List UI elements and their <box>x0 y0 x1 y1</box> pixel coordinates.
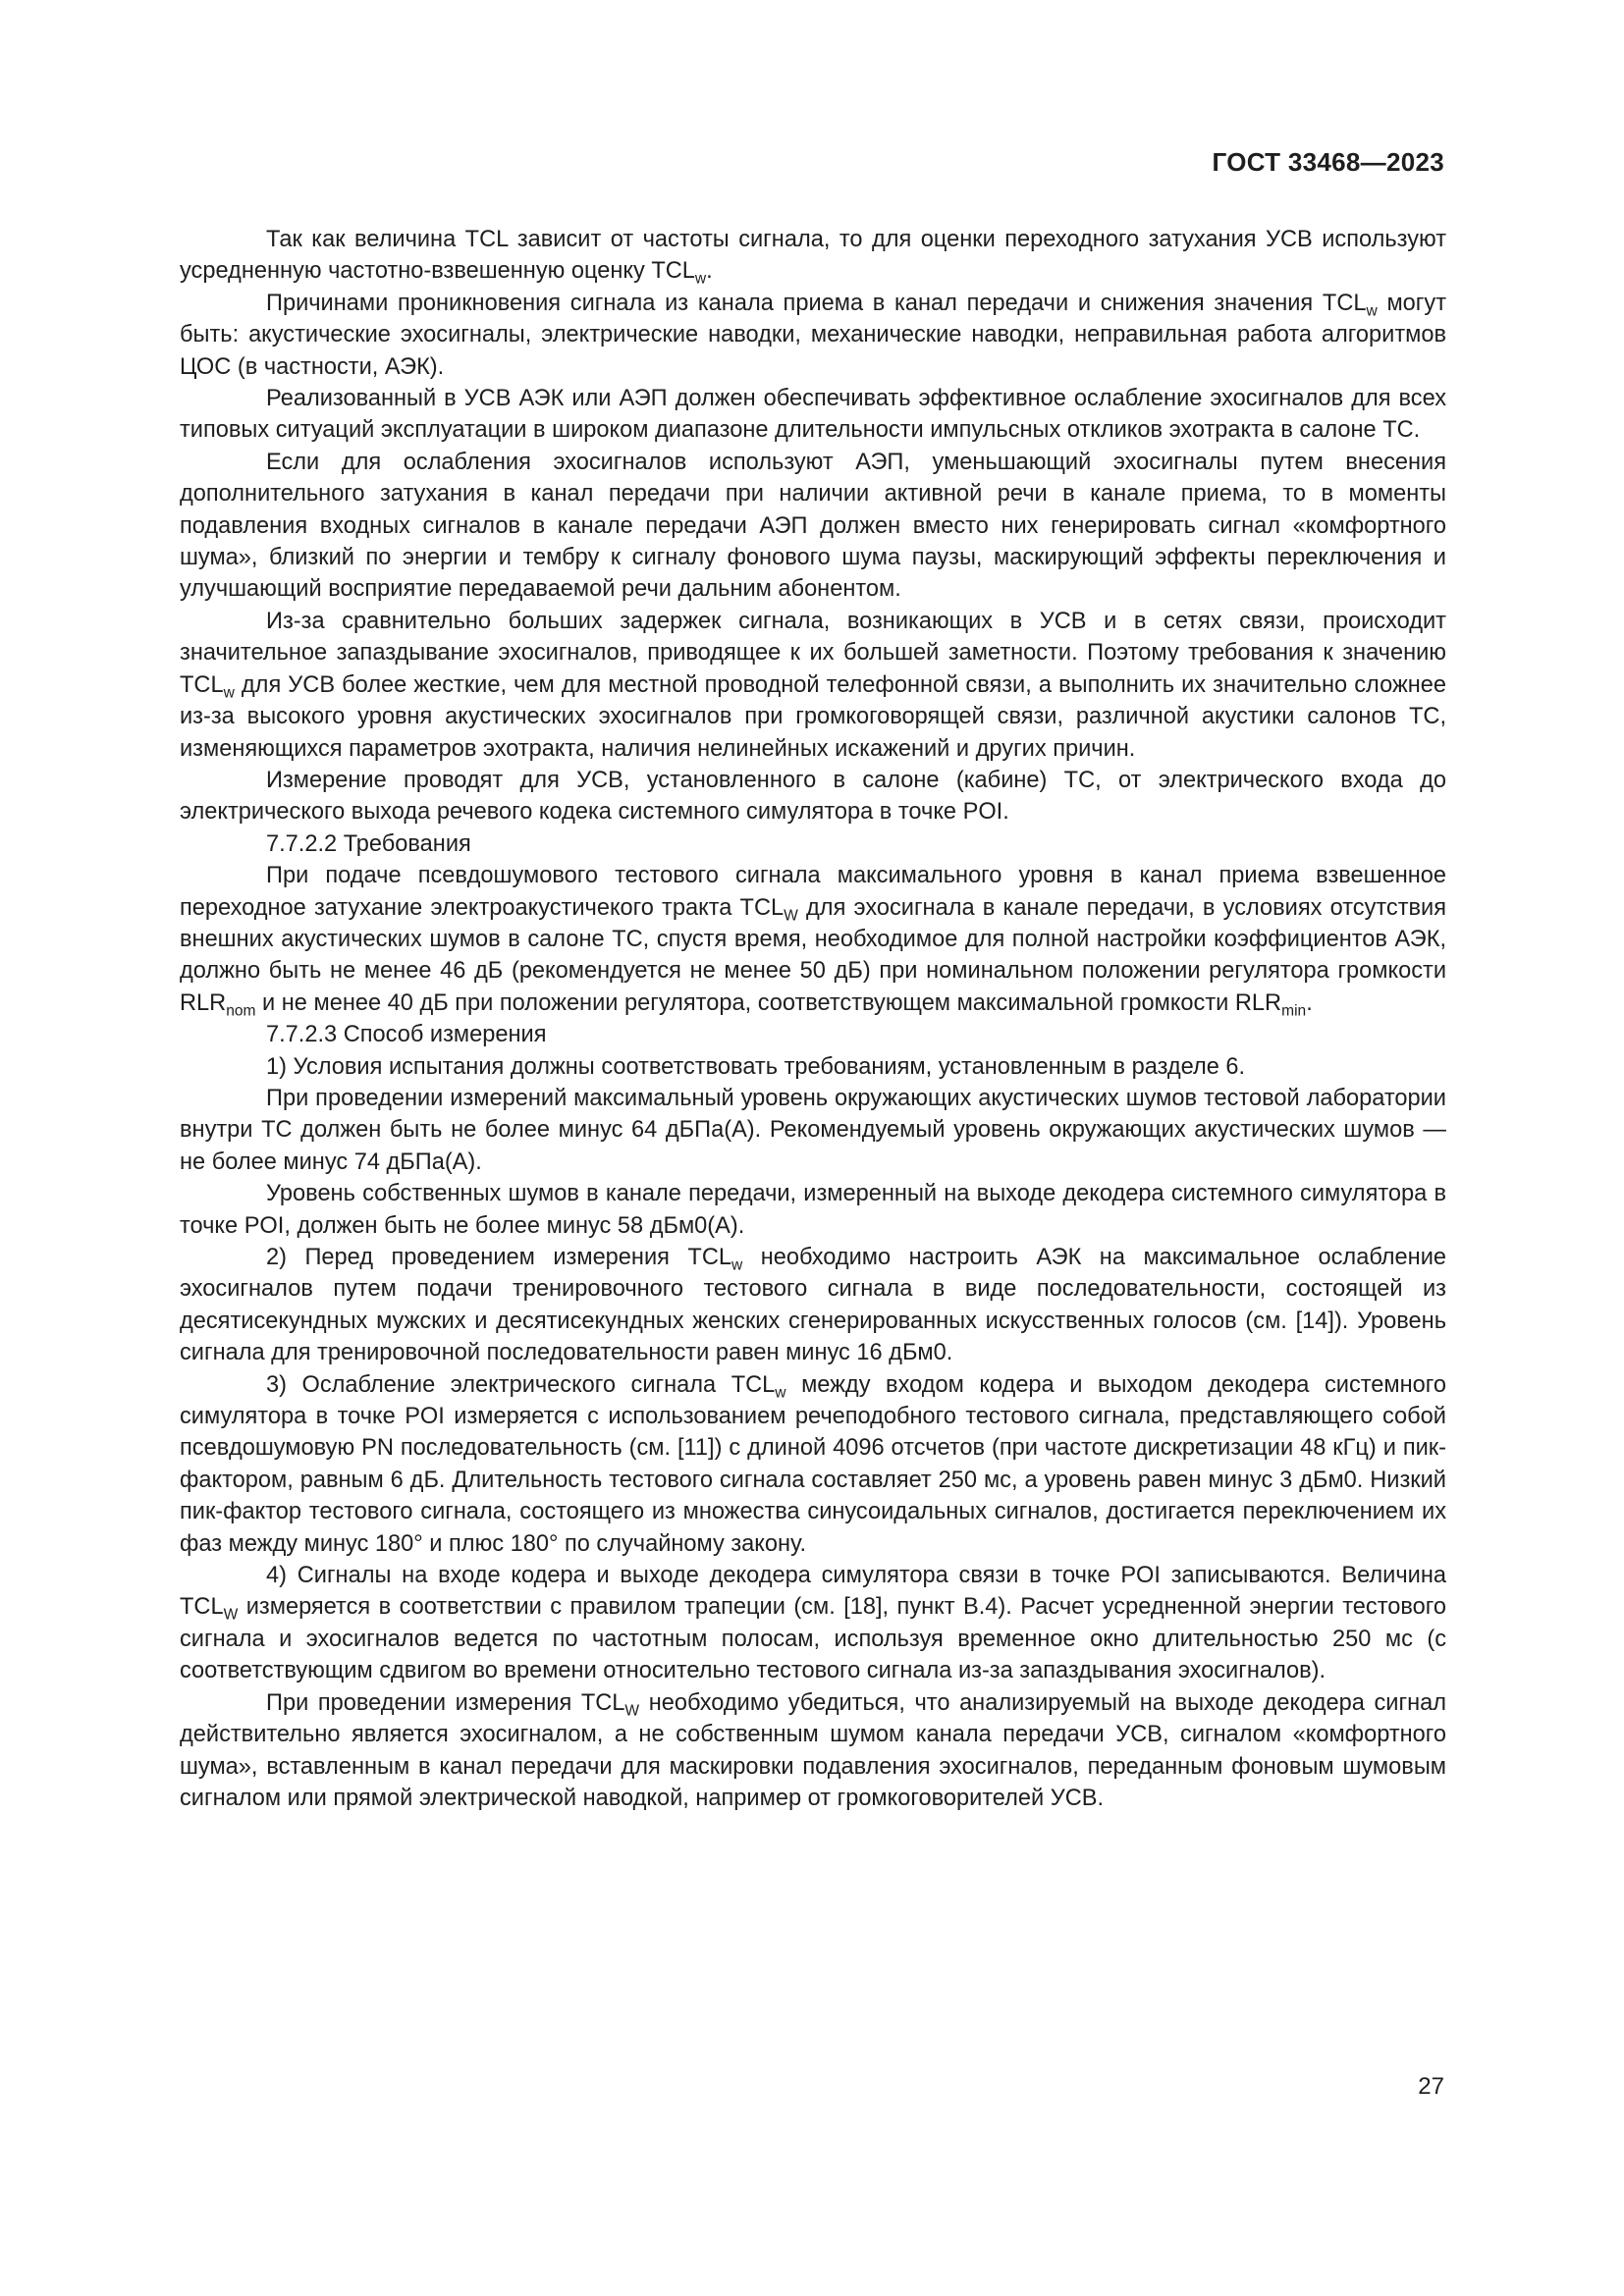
paragraph-text: для УСВ более жесткие, чем для местной проводной телефонной связи, а выполнить их значительно сложнее из-за высокого уровня акустических эхосигналов при громкоговорящей связи, различной акустики салонов ТС, изменяющихся параметров эхотракта, наличия нелинейных искажений и других причин. <box>180 671 1446 762</box>
body-paragraph <box>180 288 1446 383</box>
page-number: 27 <box>1418 2073 1444 2100</box>
paragraph-text: 3) Ослабление электрического сигнала TCL <box>266 1371 776 1398</box>
standard-designation: ГОСТ 33468—2023 <box>1212 147 1444 177</box>
paragraph-text: между входом кодера и выходом декодера системного симулятора в точке POI измеряется с использованием речеподобного тестового сигнала, представляющего собой псевдошумовую PN последовательность (см. [11]) с длиной 4096 отсчетов (при частоте дискретизации 48 кГц) и пик-фактором, равным 6 дБ. Длительность тестового сигнала составляет 250 мс, а уровень равен минус 3 дБм0. Низкий пик-фактор тестового сигнала, состоящего из множества синусоидальных сигналов, достигается переключением их фаз между минус 180° и плюс 180° по случайному закону. <box>180 1371 1446 1557</box>
body-paragraph <box>180 860 1446 1019</box>
body-paragraph <box>180 1242 1446 1369</box>
subscript: W <box>223 1606 239 1624</box>
body-paragraph <box>180 1178 1446 1242</box>
body-paragraph <box>180 765 1446 828</box>
body-paragraph <box>180 383 1446 447</box>
paragraph-text: При проведении измерений максимальный уровень окружающих акустических шумов тестовой лаборатории внутри ТС должен быть не более минус 64 дБПа(A). Рекомендуемый уровень окружающих акустических шумов — не более минус 74 дБПа(A). <box>180 1085 1446 1175</box>
paragraph-text: Из-за сравнительно больших задержек сигнала, возникающих в УСВ и в сетях связи, происходит значительное запаздывание эхосигналов, приводящее к их большей заметности. Поэтому требования к значению TCL <box>180 608 1446 698</box>
paragraph-text: для эхосигнала в канале передачи, в условиях отсутствия внешних акустических шумов в салоне ТС, спустя время, необходимое для полной настройки коэффициентов АЭК, должно быть не менее 46 дБ (рекомендуется не менее 50 дБ) при номинальном положении регулятора громкости RLR <box>180 894 1446 1016</box>
paragraph-text: 2) Перед проведением измерения TCL <box>266 1245 731 1270</box>
paragraph-text: 7.7.2.2 Требования <box>266 830 471 857</box>
paragraph-text: и не менее 40 дБ при положении регулятора, соответствующем максимальной громкости RLR <box>255 989 1282 1016</box>
body-paragraph <box>180 1369 1446 1560</box>
body-paragraph <box>180 1051 1446 1083</box>
body-paragraph <box>180 1560 1446 1687</box>
paragraph-text: 1) Условия испытания должны соответствовать требованиям, установленным в разделе 6. <box>266 1053 1246 1080</box>
paragraph-text: необходимо настроить АЭК на максимальное ослабление эхосигналов путем подачи тренировочного тестового сигнала в виде последовательности, состоящей из десятисекундных мужских и десятисекундных женских сгенерированных искусственных голосов (см. [14]). Уровень сигнала для тренировочной последовательности равен минус 16 дБм0. <box>180 1245 1446 1366</box>
body-paragraph <box>180 1019 1446 1050</box>
subscript: W <box>624 1702 640 1720</box>
paragraph-text: Если для ослабления эхосигналов используют АЭП, уменьшающий эхосигналы путем внесения дополнительного затухания в канал передачи при наличии активной речи в канале приема, то в моменты подавления входных сигналов в канале передачи АЭП должен вместо них генерировать сигнал «комфортного шума», близкий по энергии и тембру к сигналу фонового шума паузы, маскирующий эффекты переключения и улучшающий восприятие передаваемой речи дальним абонентом. <box>180 449 1446 603</box>
paragraph-text: Измерение проводят для УСВ, установленного в салоне (кабине) ТС, от электрического входа до электрического выхода речевого кодека системного симулятора в точке POI. <box>180 767 1446 826</box>
paragraph-text: необходимо убедиться, что анализируемый на выходе декодера сигнал действительно является эхосигналом, а не собственным шумом канала передачи УСВ, сигналом «комфортного шума», вставленным в канал передачи для маскировки подавления эхосигналов, переданным фоновым шумовым сигналом или прямой электрической наводкой, например от громкоговорителей УСВ. <box>180 1689 1446 1811</box>
paragraph-text: 7.7.2.3 Способ измерения <box>266 1022 547 1048</box>
paragraph-text: могут быть: акустические эхосигналы, электрические наводки, механические наводки, неправильная работа алгоритмов ЦОС (в частности, АЭК). <box>180 290 1447 380</box>
paragraph-text: При проведении измерения TCL <box>266 1689 625 1716</box>
subscript: w <box>731 1256 743 1274</box>
body-paragraph <box>180 606 1446 765</box>
paragraph-text: Реализованный в УСВ АЭК или АЭП должен обеспечивать эффективное ослабление эхосигналов для всех типовых ситуаций эксплуатации в широком диапазоне длительности импульсных откликов эхотракта в салоне ТС. <box>180 386 1446 444</box>
subscript: w <box>694 270 707 288</box>
subscript: W <box>784 906 798 924</box>
subscript: w <box>1366 302 1378 320</box>
paragraph-text: . <box>706 258 713 285</box>
body-paragraph <box>180 447 1446 606</box>
body-paragraph <box>180 1083 1446 1178</box>
paragraph-text: При подаче псевдошумового тестового сигнала максимального уровня в канал приема взвешенное переходное затухание электроакустичекого тракта TCL <box>180 863 1446 921</box>
body-paragraph <box>180 1687 1446 1815</box>
body-paragraph <box>180 224 1446 288</box>
paragraph-text: 4) Сигналы на входе кодера и выходе декодера симулятора связи в точке POI записываются. Величина TCL <box>180 1563 1446 1621</box>
subscript: w <box>223 684 235 702</box>
body-paragraph <box>180 828 1446 860</box>
paragraph-text: Так как величина TCL зависит от частоты сигнала, то для оценки переходного затухания УСВ используют усредненную частотно-взвешенную оценку TCL <box>180 227 1446 285</box>
subscript: nom <box>226 1002 256 1020</box>
document-body <box>180 224 1446 1814</box>
paragraph-text: Уровень собственных шумов в канале передачи, измеренный на выходе декодера системного симулятора в точке POI, должен быть не более минус 58 дБм0(A). <box>180 1181 1446 1239</box>
paragraph-text: измеряется в соответствии с правилом трапеции (см. [18], пункт В.4). Расчет усредненной энергии тестового сигнала и эхосигналов ведется по частотным полосам, используя временное окно длительностью 250 мс (с соответствующим сдвигом во времени относительно тестового сигнала из-за запаздывания эхосигналов). <box>180 1594 1446 1684</box>
paragraph-text: . <box>1306 989 1313 1016</box>
paragraph-text: Причинами проникновения сигнала из канала приема в канал передачи и снижения значения TCL <box>266 290 1367 316</box>
subscript: w <box>775 1384 786 1402</box>
subscript: min <box>1281 1002 1307 1020</box>
